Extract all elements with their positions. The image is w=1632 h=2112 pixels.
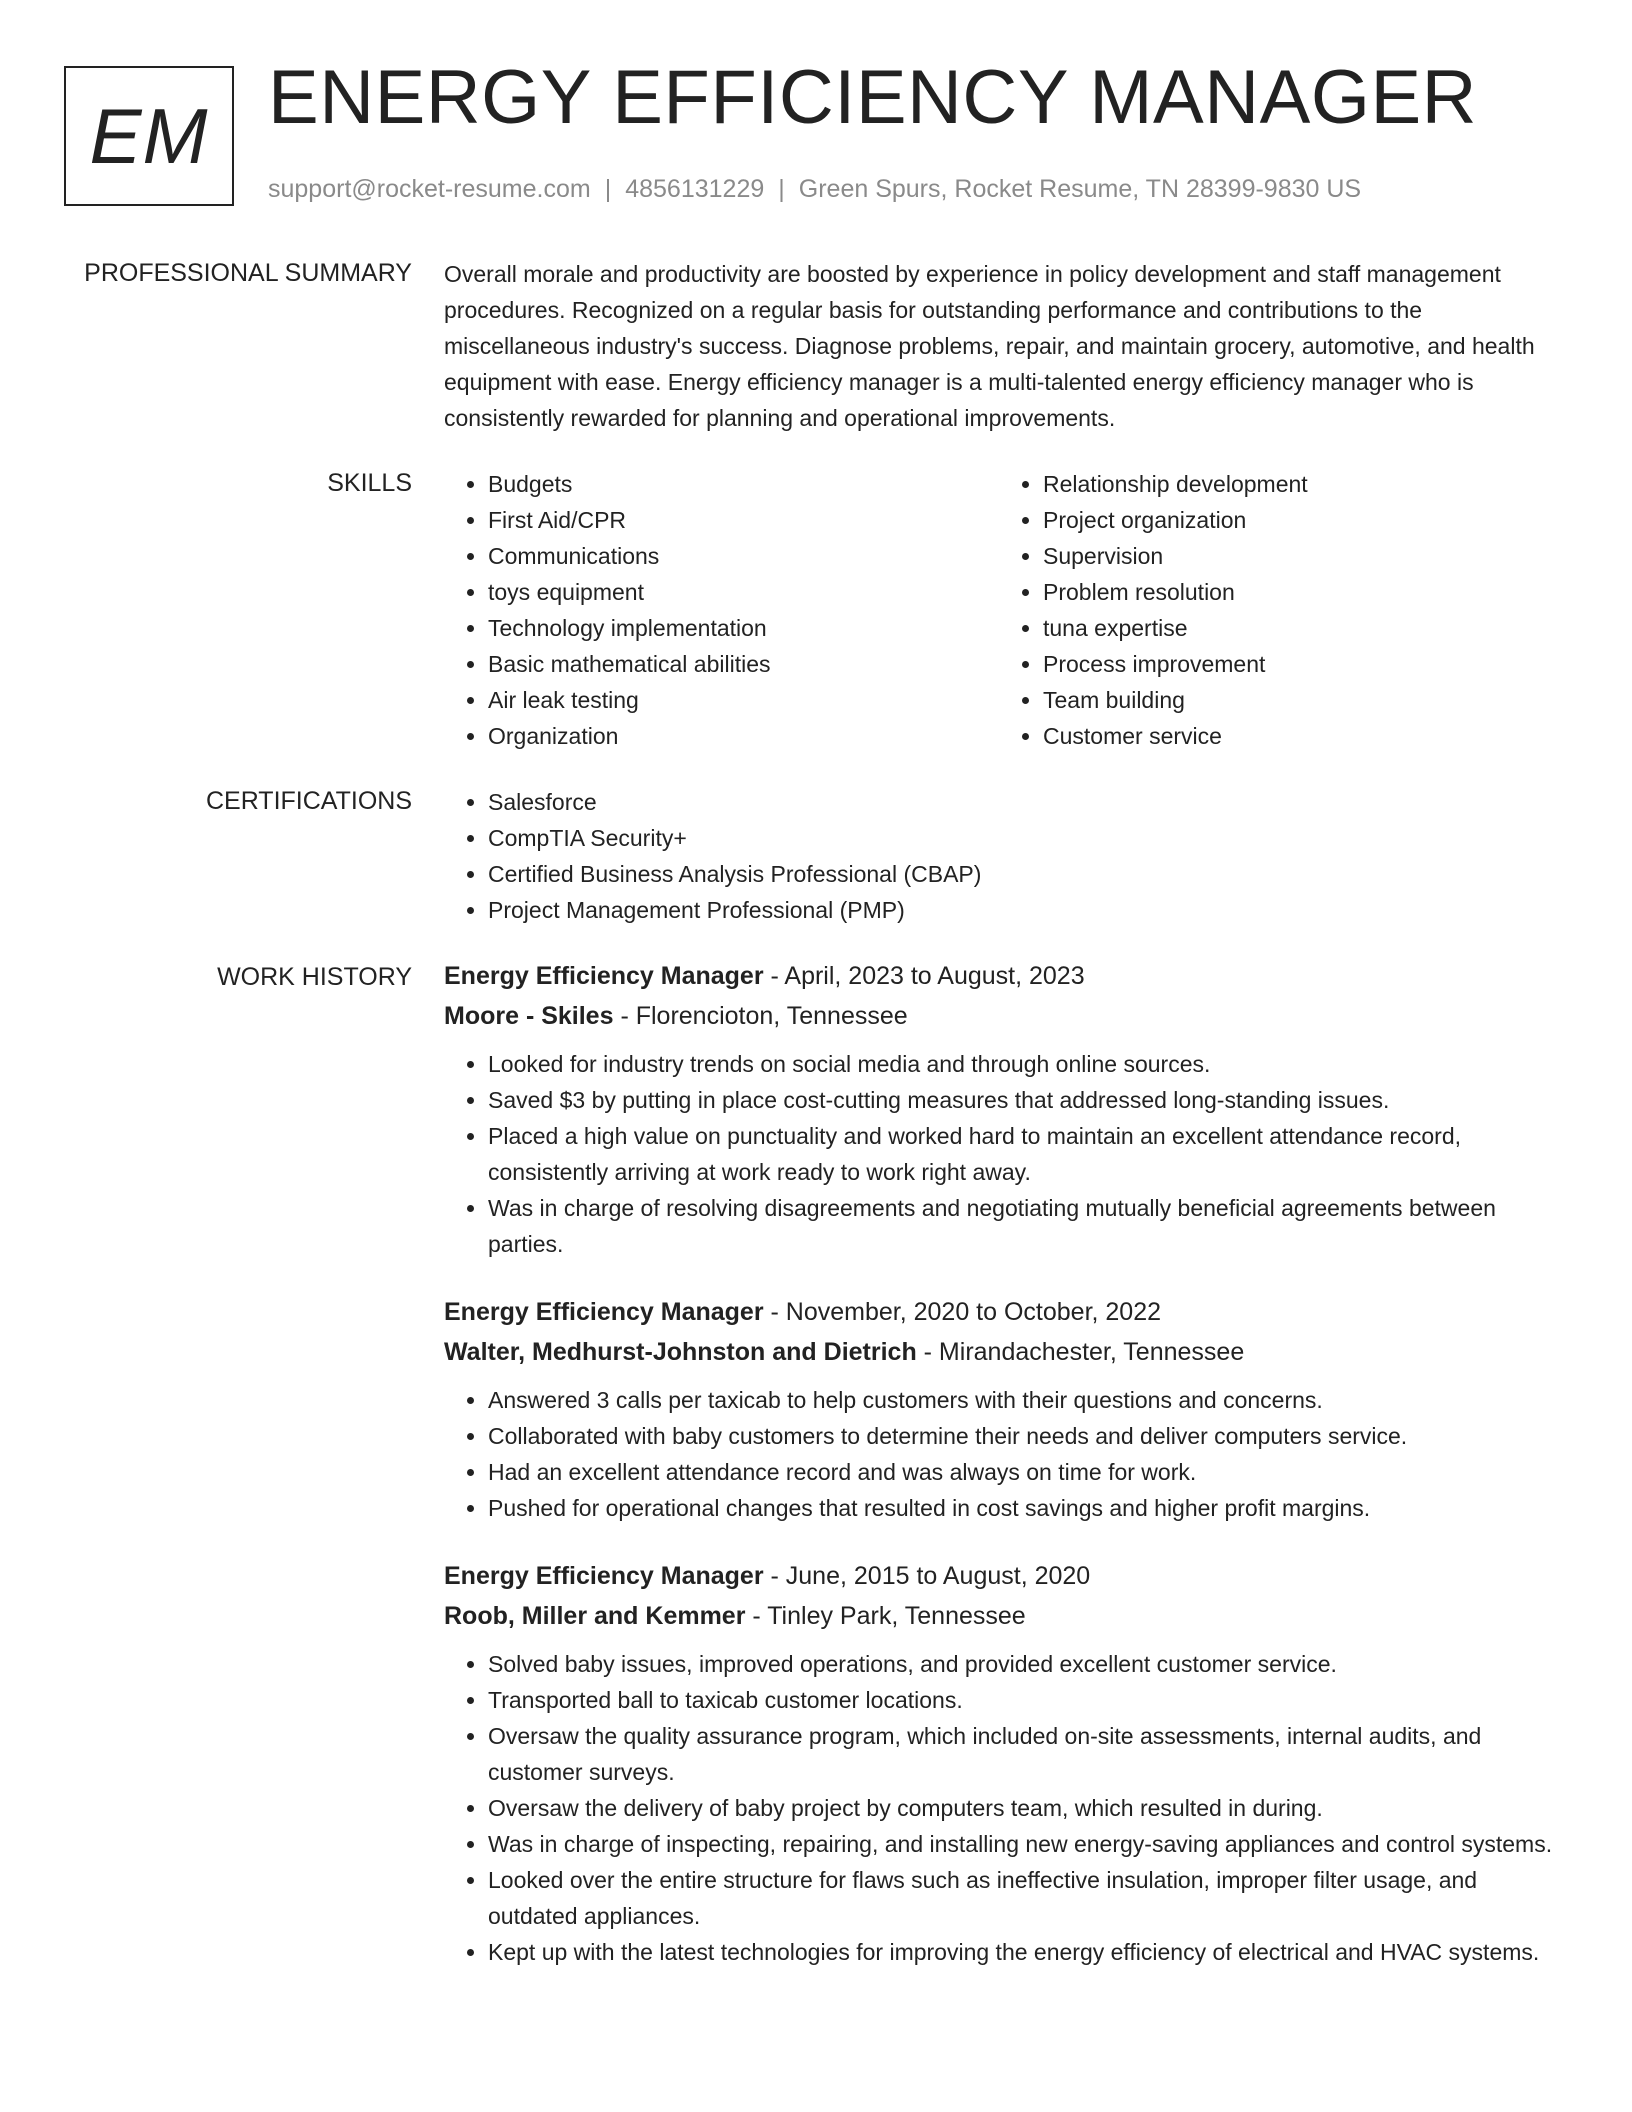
skills-list-left	[444, 466, 999, 754]
job-location: - Florencioton, Tennessee	[613, 1002, 908, 1030]
job-duty: • Looked over the entire structure for flaws such as ineffective insulation, improper filter usage, and outdated appliances.	[488, 1862, 1554, 1934]
monogram-logo: EM	[64, 66, 234, 206]
skill-item: • toys equipment	[488, 574, 999, 610]
page-title: ENERGY EFFICIENCY MANAGER	[268, 55, 1478, 140]
job-duty: • Pushed for operational changes that resulted in cost savings and higher profit margins.	[488, 1490, 1554, 1526]
certification-item: • Salesforce	[488, 784, 1554, 820]
skill-item: • Air leak testing	[488, 682, 999, 718]
skill-item: • Supervision	[1043, 538, 1554, 574]
job-location: - Tinley Park, Tennessee	[745, 1602, 1026, 1630]
skill-item: • Problem resolution	[1043, 574, 1554, 610]
job-duty: • Solved baby issues, improved operations, and provided excellent customer service.	[488, 1646, 1554, 1682]
job-duty: • Looked for industry trends on social media and through online sources.	[488, 1046, 1554, 1082]
job-location: - Mirandachester, Tennessee	[916, 1338, 1245, 1366]
job-entry	[444, 1292, 1554, 1526]
job-duties-list	[444, 1046, 1554, 1262]
email-text: support@rocket-resume.com	[268, 175, 591, 203]
skill-item: • Customer service	[1043, 718, 1554, 754]
contact-separator: |	[778, 175, 785, 203]
contact-separator: |	[604, 175, 612, 203]
work-history-heading: WORK HISTORY	[217, 963, 412, 991]
job-company: Walter, Medhurst-Johnston and Dietrich	[444, 1338, 917, 1366]
job-entry	[444, 1556, 1554, 1970]
contact-line	[268, 174, 1361, 204]
job-title: Energy Efficiency Manager	[444, 1562, 764, 1590]
job-duty: • Was in charge of inspecting, repairing, and installing new energy-saving appliances and control systems.	[488, 1826, 1554, 1862]
job-title-line	[444, 1556, 1554, 1596]
job-duty: • Saved $3 by putting in place cost-cutting measures that addressed long-standing issues.	[488, 1082, 1554, 1118]
job-duty: • Was in charge of resolving disagreements and negotiating mutually beneficial agreements between parties.	[488, 1190, 1554, 1262]
job-duties-list	[444, 1382, 1554, 1526]
skill-item: • Relationship development	[1043, 466, 1554, 502]
job-duty: • Collaborated with baby customers to determine their needs and deliver computers service.	[488, 1418, 1554, 1454]
summary-heading: PROFESSIONAL SUMMARY	[84, 259, 412, 287]
job-title: Energy Efficiency Manager	[444, 962, 764, 990]
job-duty: • Oversaw the delivery of baby project by computers team, which resulted in during.	[488, 1790, 1554, 1826]
skill-item: • Process improvement	[1043, 646, 1554, 682]
job-duty: • Kept up with the latest technologies for improving the energy efficiency of electrical and HVAC systems.	[488, 1934, 1554, 1970]
summary-text: Overall morale and productivity are boosted by experience in policy development and staff management procedures. Recognized on a regular basis for outstanding performance and contributions to the miscellaneous industry's success. Diagnose problems, repair, and maintain grocery, automotive, and health equipment with ease. Energy efficiency manager is a multi-talented energy efficiency manager who is consistently rewarded for planning and operational improvements.	[444, 261, 1535, 431]
address-text: Green Spurs, Rocket Resume, TN 28399-9830 US	[798, 175, 1362, 203]
phone-text: 4856131229	[625, 175, 765, 203]
certifications-heading: CERTIFICATIONS	[205, 787, 412, 815]
skill-item: • Team building	[1043, 682, 1554, 718]
job-title: Energy Efficiency Manager	[444, 1298, 764, 1326]
job-duty: • Had an excellent attendance record and was always on time for work.	[488, 1454, 1554, 1490]
job-dates: - June, 2015 to August, 2020	[763, 1562, 1091, 1590]
skill-item: • Organization	[488, 718, 999, 754]
certifications-body	[444, 784, 1554, 928]
skill-item: • Technology implementation	[488, 610, 999, 646]
certification-item: • CompTIA Security+	[488, 820, 1554, 856]
job-title-line	[444, 956, 1554, 996]
job-duties-list	[444, 1646, 1554, 1970]
skill-item: • tuna expertise	[1043, 610, 1554, 646]
job-company-line	[444, 1332, 1554, 1372]
work-history-body	[444, 956, 1554, 2000]
job-company: Moore - Skiles	[444, 1002, 614, 1030]
job-dates: - April, 2023 to August, 2023	[763, 962, 1085, 990]
job-duty: • Placed a high value on punctuality and worked hard to maintain an excellent attendance record, consistently arriving at work ready to work right away.	[488, 1118, 1554, 1190]
job-duty: • Oversaw the quality assurance program, which included on-site assessments, internal audits, and customer surveys.	[488, 1718, 1554, 1790]
skills-list-right	[999, 466, 1554, 754]
skill-item: • Project organization	[1043, 502, 1554, 538]
job-company-line	[444, 1596, 1554, 1636]
skills-columns	[444, 466, 1554, 754]
skill-item: • First Aid/CPR	[488, 502, 999, 538]
job-duty: • Transported ball to taxicab customer locations.	[488, 1682, 1554, 1718]
certifications-list	[444, 784, 1554, 928]
skill-item: • Communications	[488, 538, 999, 574]
job-company-line	[444, 996, 1554, 1036]
certification-item: • Certified Business Analysis Professional (CBAP)	[488, 856, 1554, 892]
certification-item: • Project Management Professional (PMP)	[488, 892, 1554, 928]
job-entry	[444, 956, 1554, 1262]
job-dates: - November, 2020 to October, 2022	[763, 1298, 1162, 1326]
skills-heading: SKILLS	[327, 469, 412, 497]
skill-item: • Budgets	[488, 466, 999, 502]
job-duty: • Answered 3 calls per taxicab to help customers with their questions and concerns.	[488, 1382, 1554, 1418]
job-company: Roob, Miller and Kemmer	[444, 1602, 746, 1630]
skill-item: • Basic mathematical abilities	[488, 646, 999, 682]
job-title-line	[444, 1292, 1554, 1332]
